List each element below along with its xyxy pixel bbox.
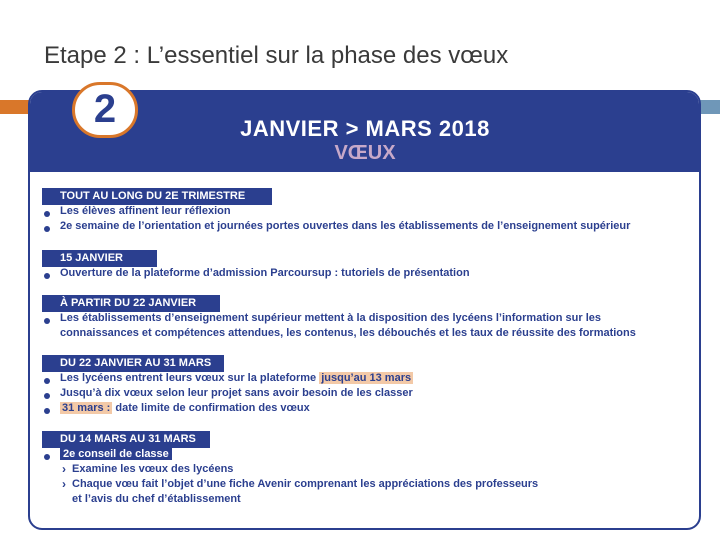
- bullet: [44, 454, 50, 460]
- bullet: [44, 273, 50, 279]
- list-item: [60, 372, 413, 384]
- bullet: [44, 393, 50, 399]
- chevron-right-icon: ›: [62, 477, 66, 491]
- section-head-14-mars-31-mars: DU 14 MARS AU 31 MARS: [42, 431, 210, 448]
- bullet: [44, 378, 50, 384]
- list-item: [60, 448, 172, 460]
- header-subtitle: VŒUX: [334, 142, 396, 164]
- step-number-badge: 2: [72, 82, 138, 138]
- section-head-22-janvier: À PARTIR DU 22 JANVIER: [42, 295, 220, 312]
- sub-item: Examine les vœux des lycéens: [72, 463, 234, 475]
- list-item-text: Les lycéens entrent leurs vœux sur la plateforme: [60, 372, 317, 384]
- highlight-date: 31 mars :: [62, 402, 111, 414]
- list-item: [60, 402, 310, 414]
- sub-item: Chaque vœu fait l’objet d’une fiche Avenir comprenant les appréciations des professeurs: [72, 478, 539, 490]
- slide-title: Etape 2 : L’essentiel sur la phase des vœux: [44, 42, 509, 69]
- section-head-22-janvier-31-mars: DU 22 JANVIER AU 31 MARS: [42, 355, 224, 372]
- section-head-15-janvier: 15 JANVIER: [42, 250, 157, 267]
- bullet: [44, 408, 50, 414]
- timeline-card: [28, 90, 701, 530]
- list-item: Ouverture de la plateforme d’admission Parcoursup : tutoriels de présentation: [60, 267, 470, 279]
- list-item: Jusqu’à dix vœux selon leur projet sans avoir besoin de les classer: [60, 387, 413, 399]
- section-head-trimestre: TOUT AU LONG DU 2E TRIMESTRE: [42, 188, 272, 205]
- list-item-text: date limite de confirmation des vœux: [115, 402, 310, 414]
- bullet: [44, 211, 50, 217]
- bullet: [44, 226, 50, 232]
- bullet: [44, 318, 50, 324]
- list-item: Les élèves affinent leur réflexion: [60, 205, 231, 217]
- list-item-continued: connaissances et compétences attendues, les contenus, les débouchés et les taux de réussite des formations: [60, 327, 636, 339]
- list-item: 2e semaine de l’orientation et journées portes ouvertes dans les établissements de l’enseignement supérieur: [60, 220, 631, 232]
- accent-bar-left: [0, 100, 30, 114]
- sub-item-continued: et l’avis du chef d’établissement: [72, 493, 241, 505]
- chevron-right-icon: ›: [62, 462, 66, 476]
- header-title: JANVIER > MARS 2018: [240, 116, 490, 141]
- accent-bar-right: [698, 100, 720, 114]
- highlight-deadline: jusqu’au 13 mars: [321, 372, 412, 384]
- dark-tag: 2e conseil de classe: [60, 448, 172, 460]
- list-item: Les établissements d’enseignement supérieur mettent à la disposition des lycéens l’information sur les: [60, 312, 601, 324]
